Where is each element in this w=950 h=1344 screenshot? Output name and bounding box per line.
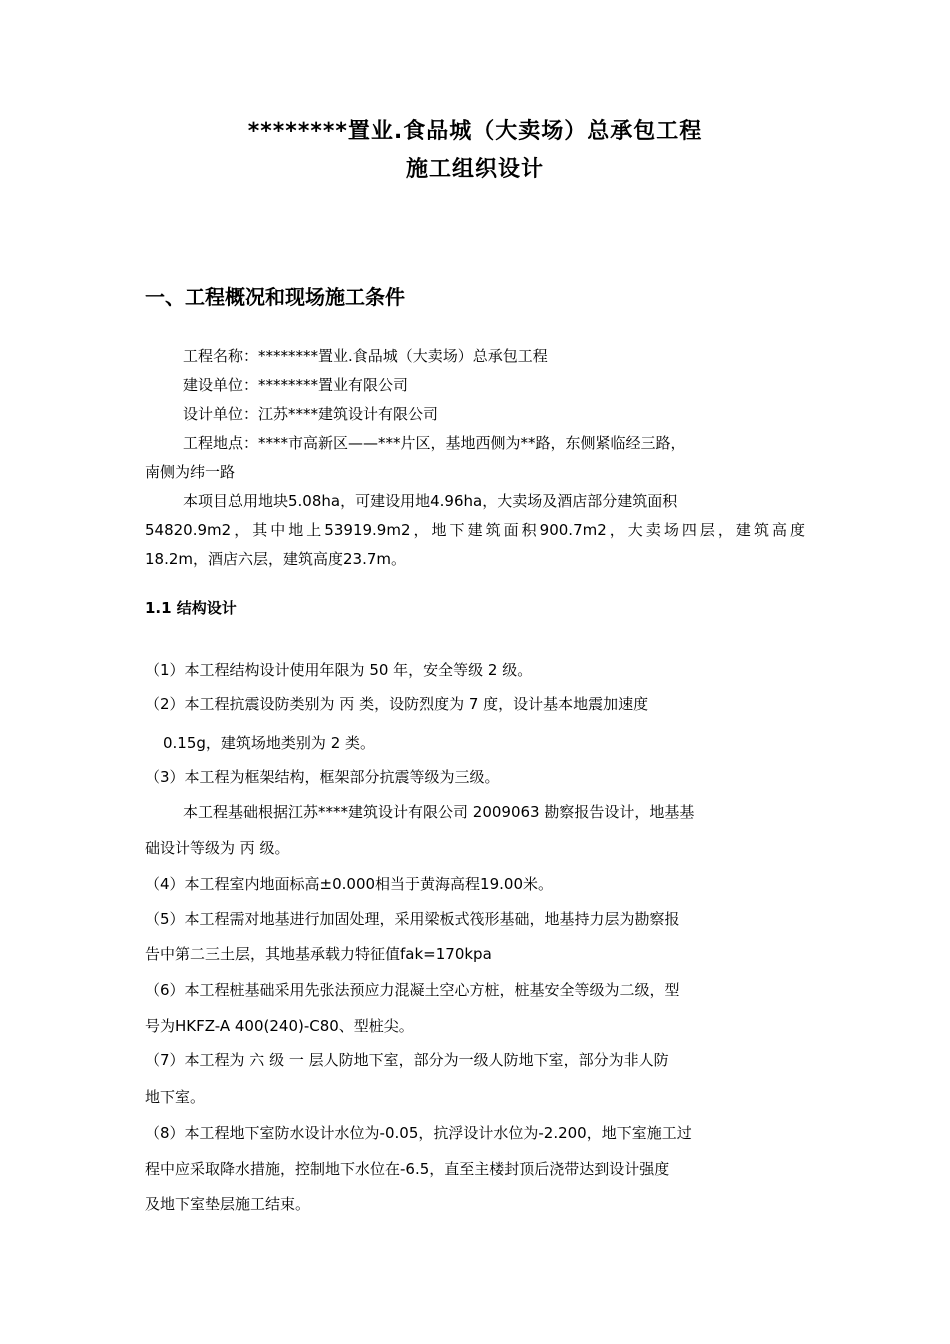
structure-item-4: （4）本工程室内地面标高±0.000相当于黄海高程19.00米。 <box>145 875 553 893</box>
project-owner-line: 建设单位：********置业有限公司 <box>183 376 409 394</box>
foundation-paragraph: 本工程基础根据江苏****建筑设计有限公司 2009063 勘察报告设计，地基基 <box>183 803 695 821</box>
structure-item-8: （8）本工程地下室防水设计水位为-0.05，抗浮设计水位为-2.200，地下室施工过 <box>145 1124 692 1142</box>
structure-item-1: （1）本工程结构设计使用年限为 50 年，安全等级 2 级。 <box>145 661 533 679</box>
structure-item-2: （2）本工程抗震设防类别为 丙 类，设防烈度为 7 度，设计基本地震加速度 <box>145 695 649 713</box>
structure-item-7: （7）本工程为 六 级 一 层人防地下室，部分为一级人防地下室，部分为非人防 <box>145 1051 669 1069</box>
document-subtitle: 施工组织设计 <box>405 157 544 182</box>
overview-line: 18.2m，酒店六层，建筑高度23.7m。 <box>145 550 407 568</box>
structure-item-8-continuation: 程中应采取降水措施，控制地下水位在-6.5，直至主楼封顶后浇带达到设计强度 <box>145 1160 670 1178</box>
structure-item-3: （3）本工程为框架结构，框架部分抗震等级为三级。 <box>145 768 500 786</box>
project-designer-line: 设计单位：江苏****建筑设计有限公司 <box>183 405 439 423</box>
structure-item-6-continuation: 号为HKFZ-A 400(240)-C80、型桩尖。 <box>145 1017 414 1035</box>
document-title: ********置业.食品城（大卖场）总承包工程 <box>247 119 703 144</box>
structure-item-2-continuation: 0.15g，建筑场地类别为 2 类。 <box>163 734 376 752</box>
overview-line: 本项目总用地块5.08ha，可建设用地4.96ha，大卖场及酒店部分建筑面积 <box>183 492 678 510</box>
structure-item-6: （6）本工程桩基础采用先张法预应力混凝土空心方桩，桩基安全等级为二级，型 <box>145 981 680 999</box>
structure-item-5: （5）本工程需对地基进行加固处理，采用梁板式筏形基础，地基持力层为勘察报 <box>145 910 680 928</box>
project-location-continuation: 南侧为纬一路 <box>145 463 236 481</box>
overview-line: 54820.9m2，其中地上53919.9m2，地下建筑面积900.7m2，大卖场四层，建筑高度 <box>145 521 805 539</box>
structure-item-5-continuation: 告中第二三土层，其地基承载力特征值fak=170kpa <box>145 945 492 963</box>
foundation-paragraph-continuation: 础设计等级为 丙 级。 <box>145 839 290 857</box>
structure-item-7-continuation: 地下室。 <box>145 1088 206 1106</box>
project-name-line: 工程名称：********置业.食品城（大卖场）总承包工程 <box>183 347 548 365</box>
section-heading: 一、工程概况和现场施工条件 <box>145 285 405 309</box>
structure-item-8-continuation: 及地下室垫层施工结束。 <box>145 1195 311 1213</box>
subsection-heading: 1.1 结构设计 <box>145 599 237 617</box>
project-location-line: 工程地点：****市高新区——***片区，基地西侧为**路，东侧紧临经三路， <box>183 434 686 452</box>
